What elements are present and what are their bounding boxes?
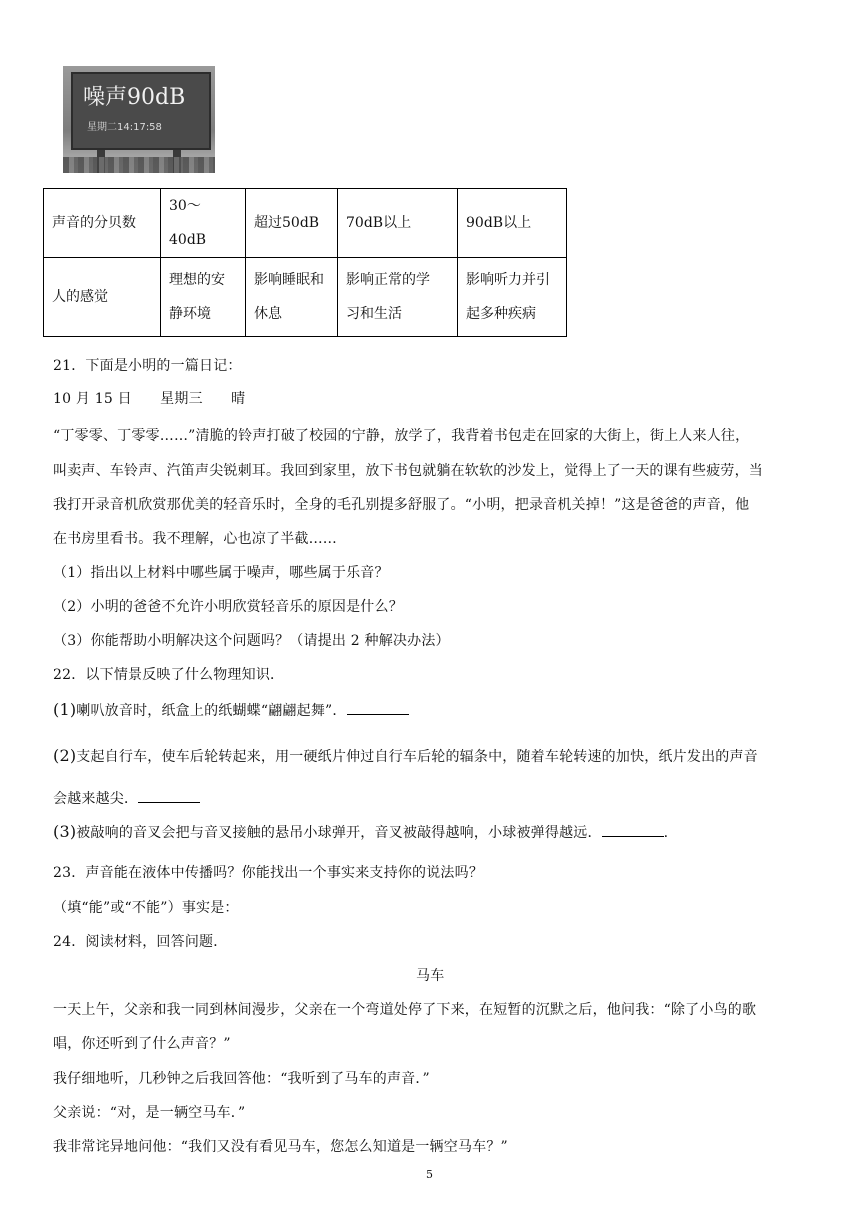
answer-blank[interactable]	[347, 700, 409, 715]
table-header-cell: 声音的分贝数	[44, 189, 161, 258]
decibel-table	[43, 188, 567, 337]
item-text: 会越来越尖．	[53, 791, 139, 807]
sub-question: （1）指出以上材料中哪些属于噪声，哪些属于乐音？	[53, 565, 389, 581]
cell-line: 理想的安	[169, 272, 225, 288]
table-cell	[246, 258, 338, 337]
diary-paragraph: 叫卖声、车铃声、汽笛声尖锐刺耳。我回到家里，放下书包就躺在软软的沙发上，觉得上了一天的课有些疲劳，当	[53, 463, 763, 479]
answer-blank[interactable]	[602, 822, 664, 837]
item-number: (2)	[53, 746, 77, 765]
question-22-item-2	[53, 746, 758, 766]
question-22-item-3	[53, 822, 668, 842]
table-header-cell: 人的感觉	[44, 258, 161, 337]
table-cell: 70dB以上	[338, 189, 458, 258]
table-row	[44, 258, 567, 337]
reading-line: 我仔细地听，几秒钟之后我回答他：“我听到了马车的声音．”	[53, 1071, 430, 1087]
question-22-item-1	[53, 700, 409, 720]
cell-line: 起多种疾病	[466, 306, 536, 322]
sign-time: 星期二14:17:58	[87, 122, 162, 133]
item-text: 喇叭放音时，纸盒上的纸蝴蝶“翩翩起舞”．	[76, 703, 347, 719]
cell-line: 静环境	[169, 306, 211, 322]
cell-line: 影响睡眠和	[254, 272, 324, 288]
page-number: 5	[426, 1168, 434, 1181]
table-cell: 超过50dB	[246, 189, 338, 258]
question-22-title: 22．以下情景反映了什么物理知识．	[53, 667, 285, 683]
sub-question: （3）你能帮助小明解决这个问题吗？（请提出 2 种解决办法）	[53, 633, 450, 649]
question-21-title: 21．下面是小明的一篇日记：	[53, 358, 242, 374]
reading-line: 我非常诧异地问他：“我们又没有看见马车，您怎么知道是一辆空马车？”	[53, 1139, 508, 1155]
item-number: (1)	[53, 700, 77, 719]
table-cell: 30～40dB	[161, 189, 246, 258]
question-23-answer-line: （填“能”或“不能”）事实是：	[53, 900, 239, 916]
table-cell	[458, 258, 567, 337]
cell-line: 休息	[254, 306, 282, 322]
table-row	[44, 189, 567, 258]
cell-line: 习和生活	[346, 306, 402, 322]
diary-paragraph: 在书房里看书。我不理解，心也凉了半截……	[53, 531, 337, 547]
noise-sign-photo	[63, 66, 215, 173]
table-cell: 90dB以上	[458, 189, 567, 258]
item-end: .	[663, 825, 669, 841]
cell-line: 影响听力并引	[466, 272, 550, 288]
reading-line: 一天上午，父亲和我一同到林间漫步，父亲在一个弯道处停了下来，在短暂的沉默之后，他问我：“除了小鸟的歌	[53, 1002, 757, 1018]
sign-board	[71, 72, 211, 150]
diary-paragraph: “丁零零、丁零零……”清脆的铃声打破了校园的宁静，放学了，我背着书包走在回家的大街上，街上人来人往，	[53, 428, 750, 444]
question-24-title: 24．阅读材料，回答问题．	[53, 934, 228, 950]
diary-paragraph: 我打开录音机欣赏那优美的轻音乐时，全身的毛孔别提多舒服了。“小明，把录音机关掉！”这是爸爸的声音，他	[53, 497, 750, 513]
trees-background	[63, 157, 215, 173]
sub-question: （2）小明的爸爸不允许小明欣赏轻音乐的原因是什么？	[53, 599, 403, 615]
table-cell	[161, 258, 246, 337]
table-cell	[338, 258, 458, 337]
answer-blank[interactable]	[138, 788, 200, 803]
reading-line: 唱，你还听到了什么声音？”	[53, 1036, 231, 1052]
question-23-title: 23．声音能在液体中传播吗？你能找出一个事实来支持你的说法吗？	[53, 865, 484, 881]
cell-line: 影响正常的学	[346, 272, 430, 288]
item-text: 支起自行车，使车后轮转起来，用一硬纸片伸过自行车后轮的辐条中，随着车轮转速的加快，纸片发出的声音	[76, 749, 758, 765]
reading-line: 父亲说：“对，是一辆空马车．”	[53, 1105, 246, 1121]
item-text: 被敲响的音叉会把与音叉接触的悬吊小球弹开，音叉被敲得越响，小球被弹得越远．	[76, 825, 602, 841]
diary-date: 10 月 15 日 星期三 晴	[53, 391, 246, 407]
question-22-item-2-cont	[53, 788, 200, 808]
sign-noise-reading: 噪声90dB	[83, 85, 186, 110]
reading-heading: 马车	[416, 968, 445, 984]
item-number: (3)	[53, 822, 77, 841]
